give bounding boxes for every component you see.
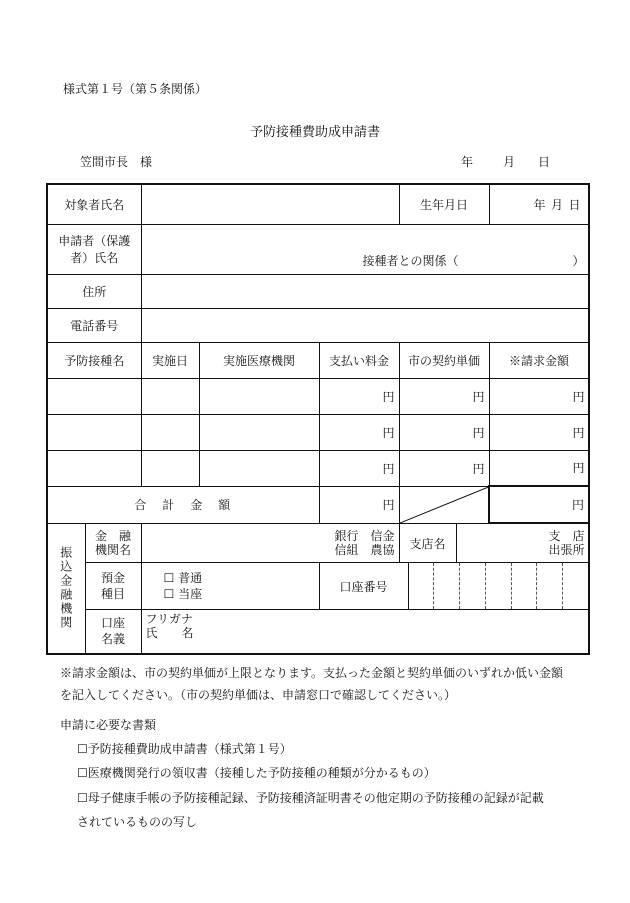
deposit-current-checkbox[interactable]: ☐ 当座 — [163, 587, 203, 601]
vaccine-institution-cell[interactable] — [199, 378, 319, 414]
bank-types-1: 銀行 信金 — [334, 528, 395, 543]
address-label: 住所 — [47, 274, 141, 308]
birthdate-field[interactable] — [489, 184, 589, 224]
required-docs-heading: 申請に必要な書類 — [60, 718, 157, 732]
account-digit-7[interactable] — [563, 563, 588, 609]
bank-side-label-text: 振込金融機関 — [58, 546, 73, 630]
branch-area — [399, 523, 589, 563]
vaccine-row — [47, 414, 589, 450]
claim-cell[interactable]: 円 — [489, 450, 589, 486]
note-line-1: ※請求金額は、市の契約単価が上限となります。支払った金額と契約単価のいずれか低い金額 — [60, 666, 564, 680]
date-day: 日 — [538, 155, 551, 169]
holder-name-label: 氏 名 — [145, 626, 194, 640]
bank-types-2: 信組 農協 — [334, 542, 395, 557]
birth-day: 日 — [568, 197, 581, 212]
paid-cell[interactable]: 円 — [319, 450, 399, 486]
institution-field[interactable] — [141, 523, 399, 563]
vaccine-date-cell[interactable] — [141, 414, 199, 450]
required-doc-item: ☐医療機関発行の領収書（接種した予防接種の種類が分かるもの） — [77, 766, 436, 780]
institution-label-2: 機関名 — [95, 542, 132, 557]
claim-cell[interactable]: 円 — [489, 414, 589, 450]
vaccine-date-cell[interactable] — [141, 450, 199, 486]
deposit-options — [141, 563, 319, 610]
institution-label — [85, 523, 141, 563]
header-date: 実施日 — [141, 342, 199, 378]
account-number-area — [319, 563, 589, 610]
account-digit-5[interactable] — [512, 563, 538, 609]
birthdate-label: 生年月日 — [399, 184, 489, 224]
paid-cell[interactable]: 円 — [319, 414, 399, 450]
unit-price-cell[interactable]: 円 — [399, 378, 489, 414]
address-field[interactable] — [141, 274, 589, 308]
required-doc-item: ☐母子健康手帳の予防接種記録、予防接種済証明書その他定期の予防接種の記録が記載 — [77, 791, 544, 805]
furigana-label: フリガナ — [145, 612, 193, 626]
header-claim: ※請求金額 — [489, 342, 589, 378]
header-institution: 実施医療機関 — [199, 342, 319, 378]
date-year: 年 — [461, 155, 474, 169]
account-name-label-1: 口座 — [101, 616, 126, 631]
deposit-label-2: 種目 — [101, 587, 126, 601]
branch-suffix-1: 支 店 — [548, 529, 585, 543]
account-digit-3[interactable] — [460, 563, 486, 609]
relation-close: ） — [572, 253, 585, 268]
addressee: 笠間市長 様 — [80, 155, 153, 169]
subject-name-label: 対象者氏名 — [47, 184, 141, 224]
form-title: 予防接種費助成申請書 — [249, 125, 380, 140]
required-doc-item: ☐予防接種費助成申請書（様式第１号） — [77, 742, 292, 756]
subject-name-field[interactable] — [141, 184, 399, 224]
account-holder-field[interactable] — [141, 610, 589, 654]
application-form — [46, 183, 590, 655]
vaccine-date-cell[interactable] — [141, 378, 199, 414]
phone-label: 電話番号 — [47, 308, 141, 342]
account-digit-1[interactable] — [409, 563, 435, 609]
account-name-label — [85, 610, 141, 654]
applicant-label — [47, 224, 141, 274]
header-paid: 支払い料金 — [319, 342, 399, 378]
vaccine-name-cell[interactable] — [47, 414, 141, 450]
header-unit-price: 市の契約単価 — [399, 342, 489, 378]
account-name-label-2: 名義 — [101, 632, 126, 647]
header-vaccine-name: 予防接種名 — [47, 342, 141, 378]
total-label: 合 計 金 額 — [47, 486, 319, 523]
account-number-label: 口座番号 — [320, 563, 409, 609]
applicant-label-line1: 申請者（保護 — [58, 234, 131, 248]
paid-cell[interactable]: 円 — [319, 378, 399, 414]
birth-month: 月 — [551, 197, 564, 212]
note-line-2: を記入してください。（市の契約単価は、申請窓口で確認してください。） — [60, 688, 457, 702]
date-month: 月 — [503, 155, 516, 169]
claim-cell[interactable]: 円 — [489, 378, 589, 414]
applicant-label-line2: 者）氏名 — [70, 251, 119, 265]
account-digit-4[interactable] — [486, 563, 512, 609]
total-claim-cell[interactable]: 円 — [489, 486, 589, 523]
institution-label-1: 金 融 — [95, 528, 132, 543]
vaccine-row — [47, 450, 589, 486]
branch-field[interactable] — [457, 529, 589, 557]
total-paid-cell[interactable]: 円 — [319, 486, 399, 523]
birth-year: 年 — [533, 197, 546, 212]
bank-side-label — [47, 523, 85, 654]
vaccine-name-cell[interactable] — [47, 450, 141, 486]
account-digit-2[interactable] — [434, 563, 460, 609]
phone-field[interactable] — [141, 308, 589, 342]
relation-label: 接種者との関係（ — [362, 253, 459, 268]
vaccine-institution-cell[interactable] — [199, 450, 319, 486]
branch-suffix-2: 出張所 — [548, 543, 585, 557]
diagonal-line-icon — [400, 487, 489, 523]
form-number: 様式第１号（第５条関係） — [63, 82, 208, 96]
vaccine-institution-cell[interactable] — [199, 414, 319, 450]
deposit-label — [85, 563, 141, 610]
required-doc-item: されているものの写し — [77, 815, 198, 829]
deposit-label-1: 預金 — [101, 571, 126, 585]
applicant-name-field[interactable] — [141, 224, 589, 274]
vaccine-row — [47, 378, 589, 414]
deposit-ordinary-checkbox[interactable]: ☐ 普通 — [163, 571, 203, 585]
total-unit-price-diagonal — [399, 486, 489, 523]
unit-price-cell[interactable]: 円 — [399, 450, 489, 486]
account-digit-6[interactable] — [537, 563, 563, 609]
branch-label: 支店名 — [400, 524, 457, 562]
unit-price-cell[interactable]: 円 — [399, 414, 489, 450]
vaccine-name-cell[interactable] — [47, 378, 141, 414]
